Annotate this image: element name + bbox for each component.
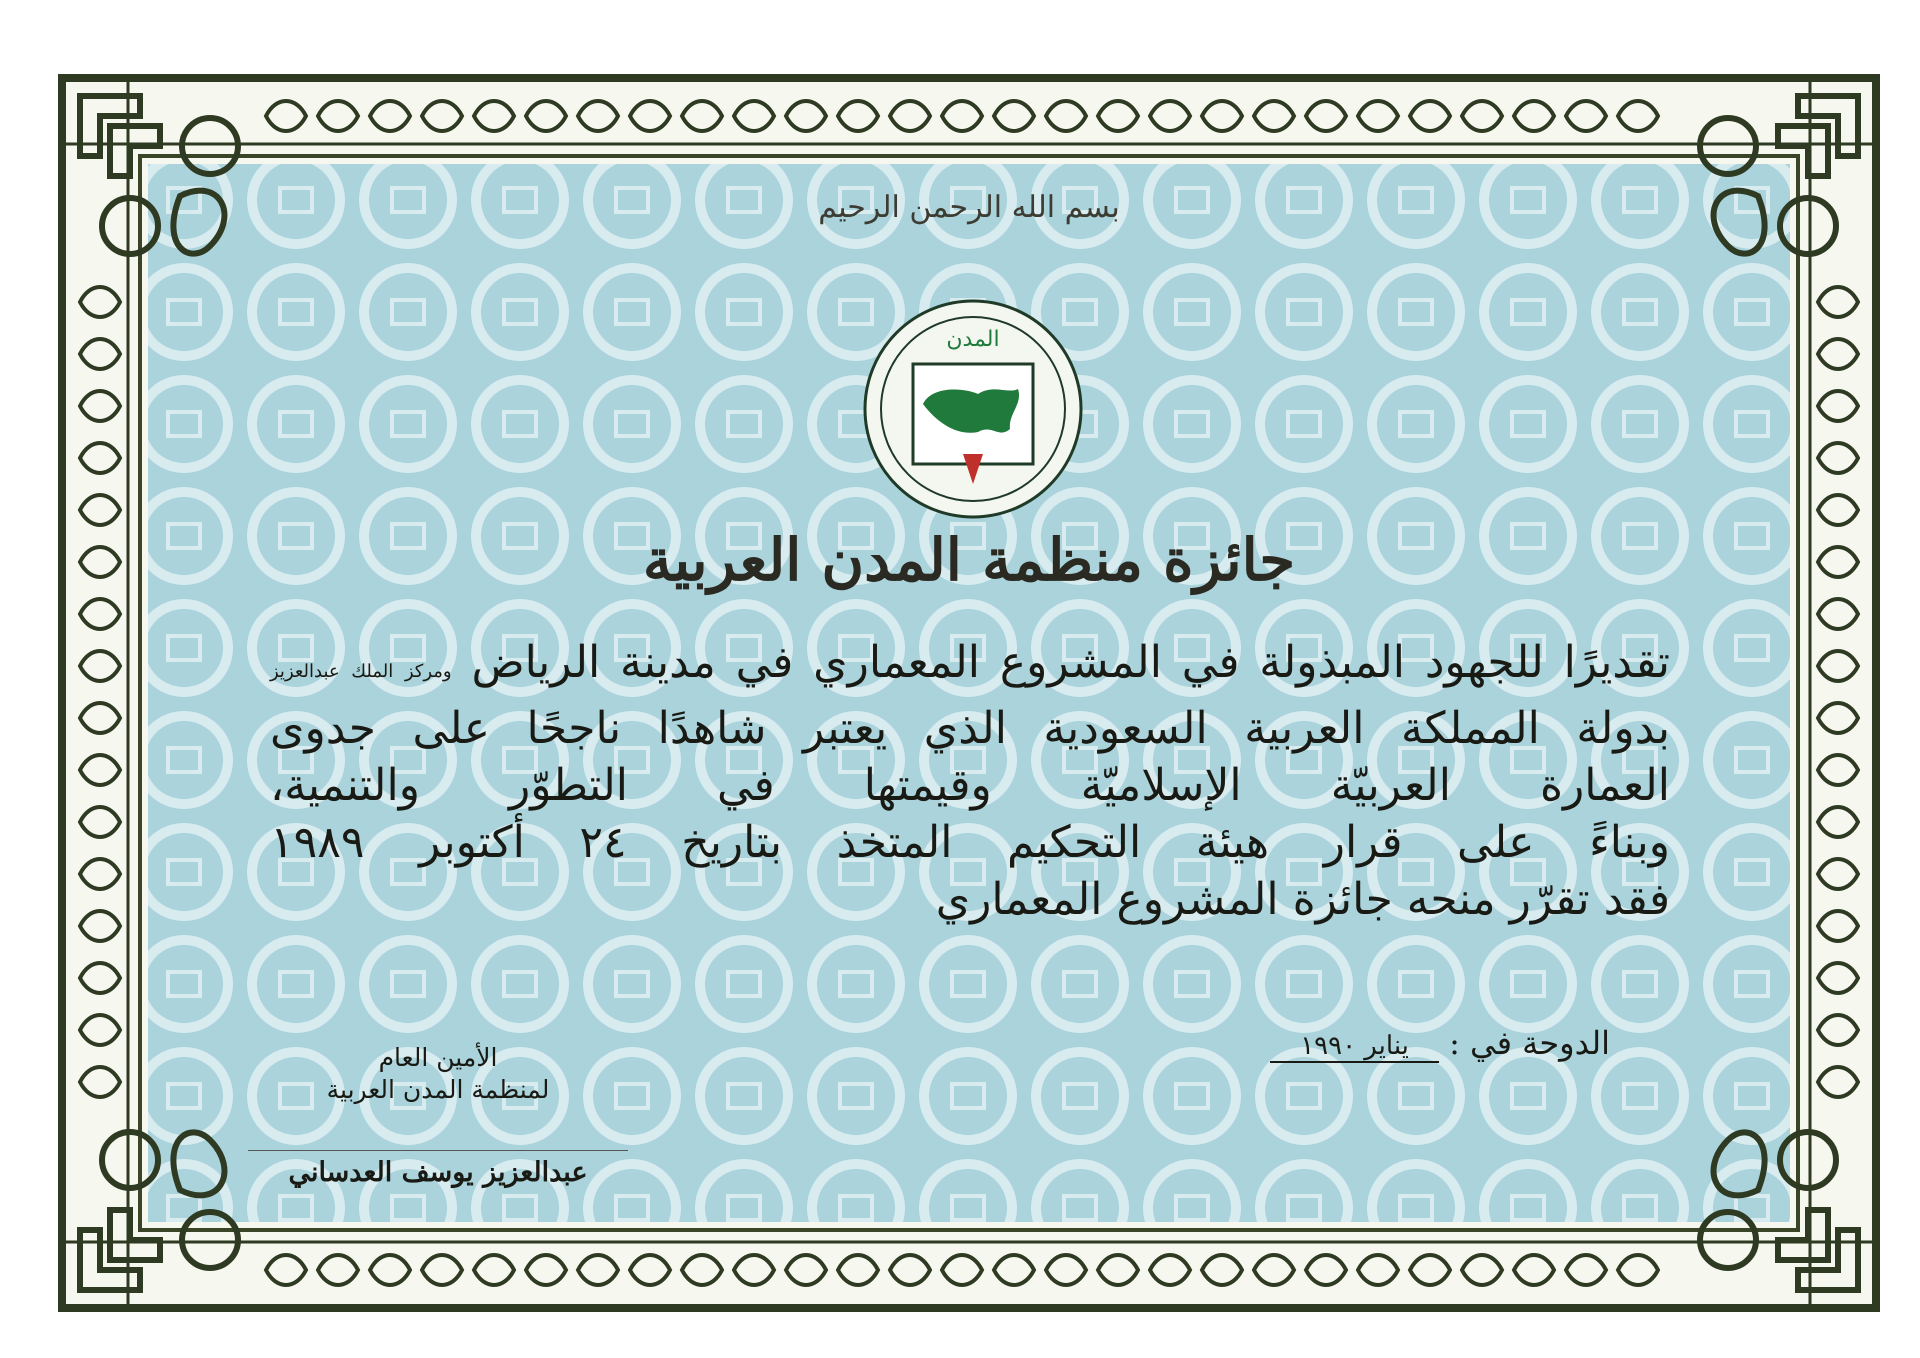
border-motif [1514, 101, 1554, 131]
border-motif [734, 101, 774, 131]
border-motif [1358, 1255, 1398, 1285]
border-motif [80, 1015, 120, 1045]
basmala: بسم الله الرحمن الرحيم [818, 190, 1120, 225]
border-motif [80, 859, 120, 889]
signature-block [248, 1042, 628, 1189]
body-line-2: بدولة المملكة العربية السعودية الذي يعتبر شاهدًا ناجحًا على جدوى [270, 703, 1670, 754]
date-label: الدوحة في : [1449, 1024, 1610, 1062]
border-motif [1046, 1255, 1086, 1285]
border-motif [1818, 287, 1858, 317]
border-motif [630, 1255, 670, 1285]
date-line [1270, 1024, 1610, 1063]
border-motif [786, 1255, 826, 1285]
date-value: يناير ١٩٩٠ [1270, 1031, 1439, 1063]
body-line-4: وبناءً على قرار هيئة التحكيم المتخذ بتاريخ ٢٤ أكتوبر ١٩٨٩ [270, 817, 1670, 868]
border-motif [1818, 547, 1858, 577]
border-motif [1818, 1067, 1858, 1097]
border-motif [422, 101, 462, 131]
border-motif [1818, 391, 1858, 421]
border-motif [80, 1067, 120, 1097]
border-motif [80, 963, 120, 993]
border-motif [1098, 101, 1138, 131]
border-motif [994, 1255, 1034, 1285]
border-motif [80, 703, 120, 733]
border-motif [1514, 1255, 1554, 1285]
border-motif [318, 1255, 358, 1285]
border-motif [80, 911, 120, 941]
body-line-5: فقد تقرّر منحه جائزة المشروع المعماري [935, 874, 1670, 925]
border-motif [80, 807, 120, 837]
border-motif [1818, 443, 1858, 473]
border-motif [578, 101, 618, 131]
border-motif [80, 651, 120, 681]
certificate-body [270, 634, 1670, 928]
border-motif [1566, 1255, 1606, 1285]
border-motif [80, 547, 120, 577]
border-motif [1150, 1255, 1190, 1285]
border-motif [1306, 101, 1346, 131]
border-motif [1150, 101, 1190, 131]
border-motif [1254, 1255, 1294, 1285]
border-motif [682, 101, 722, 131]
border-motif [1098, 1255, 1138, 1285]
border-motif [682, 1255, 722, 1285]
border-motif [838, 101, 878, 131]
border-motif [1818, 755, 1858, 785]
border-motif [1618, 1255, 1658, 1285]
border-motif [1818, 339, 1858, 369]
emblem-top-text: المدن [946, 327, 1000, 352]
border-motif [526, 101, 566, 131]
border-motif [80, 339, 120, 369]
border-motif [1818, 963, 1858, 993]
border-motif [1202, 1255, 1242, 1285]
border-motif [80, 495, 120, 525]
border-motif [318, 101, 358, 131]
border-motif [1202, 101, 1242, 131]
border-motif [890, 1255, 930, 1285]
border-motif [1818, 599, 1858, 629]
border-motif [1818, 703, 1858, 733]
border-motif [370, 101, 410, 131]
border-motif [1358, 101, 1398, 131]
border-motif [1306, 1255, 1346, 1285]
border-motif [1818, 1015, 1858, 1045]
border-motif [942, 101, 982, 131]
border-motif [1618, 101, 1658, 131]
border-motif [630, 101, 670, 131]
border-motif [80, 755, 120, 785]
border-motif [422, 1255, 462, 1285]
border-motif [1462, 1255, 1502, 1285]
border-motif [1818, 911, 1858, 941]
border-motif [942, 1255, 982, 1285]
border-motif [526, 1255, 566, 1285]
signatory-name: عبدالعزيز يوسف العدساني [248, 1150, 628, 1189]
border-motif [266, 101, 306, 131]
border-motif [1818, 859, 1858, 889]
border-motif [1818, 495, 1858, 525]
signatory-org: لمنظمة المدن العربية [326, 1075, 550, 1104]
border-motif [578, 1255, 618, 1285]
border-motif [266, 1255, 306, 1285]
project-note: ومركز الملك عبدالعزيز [270, 661, 452, 682]
border-motif [838, 1255, 878, 1285]
border-motif [1410, 101, 1450, 131]
border-motif [1462, 101, 1502, 131]
border-motif [734, 1255, 774, 1285]
award-title: جائزة منظمة المدن العربية [642, 526, 1296, 594]
body-line-1: تقديرًا للجهود المبذولة في المشروع المعماري في مدينة الرياض ومركز الملك عبدالعزيز [270, 637, 1670, 688]
border-motif [80, 391, 120, 421]
border-motif [994, 101, 1034, 131]
border-motif [370, 1255, 410, 1285]
certificate-content [148, 164, 1790, 1222]
border-motif [1818, 651, 1858, 681]
border-motif [474, 1255, 514, 1285]
border-motif [890, 101, 930, 131]
signatory-title: الأمين العام [378, 1043, 498, 1072]
border-motif [80, 599, 120, 629]
border-motif [80, 443, 120, 473]
border-motif [1254, 101, 1294, 131]
border-motif [786, 101, 826, 131]
border-motif [1566, 101, 1606, 131]
border-motif [1818, 807, 1858, 837]
border-motif [80, 287, 120, 317]
border-motif [474, 101, 514, 131]
body-line-3: العمارة العربيّة الإسلاميّة وقيمتها في التطوّر والتنمية، [270, 760, 1670, 811]
border-motif [1410, 1255, 1450, 1285]
organization-emblem [858, 294, 1088, 524]
border-motif [1046, 101, 1086, 131]
